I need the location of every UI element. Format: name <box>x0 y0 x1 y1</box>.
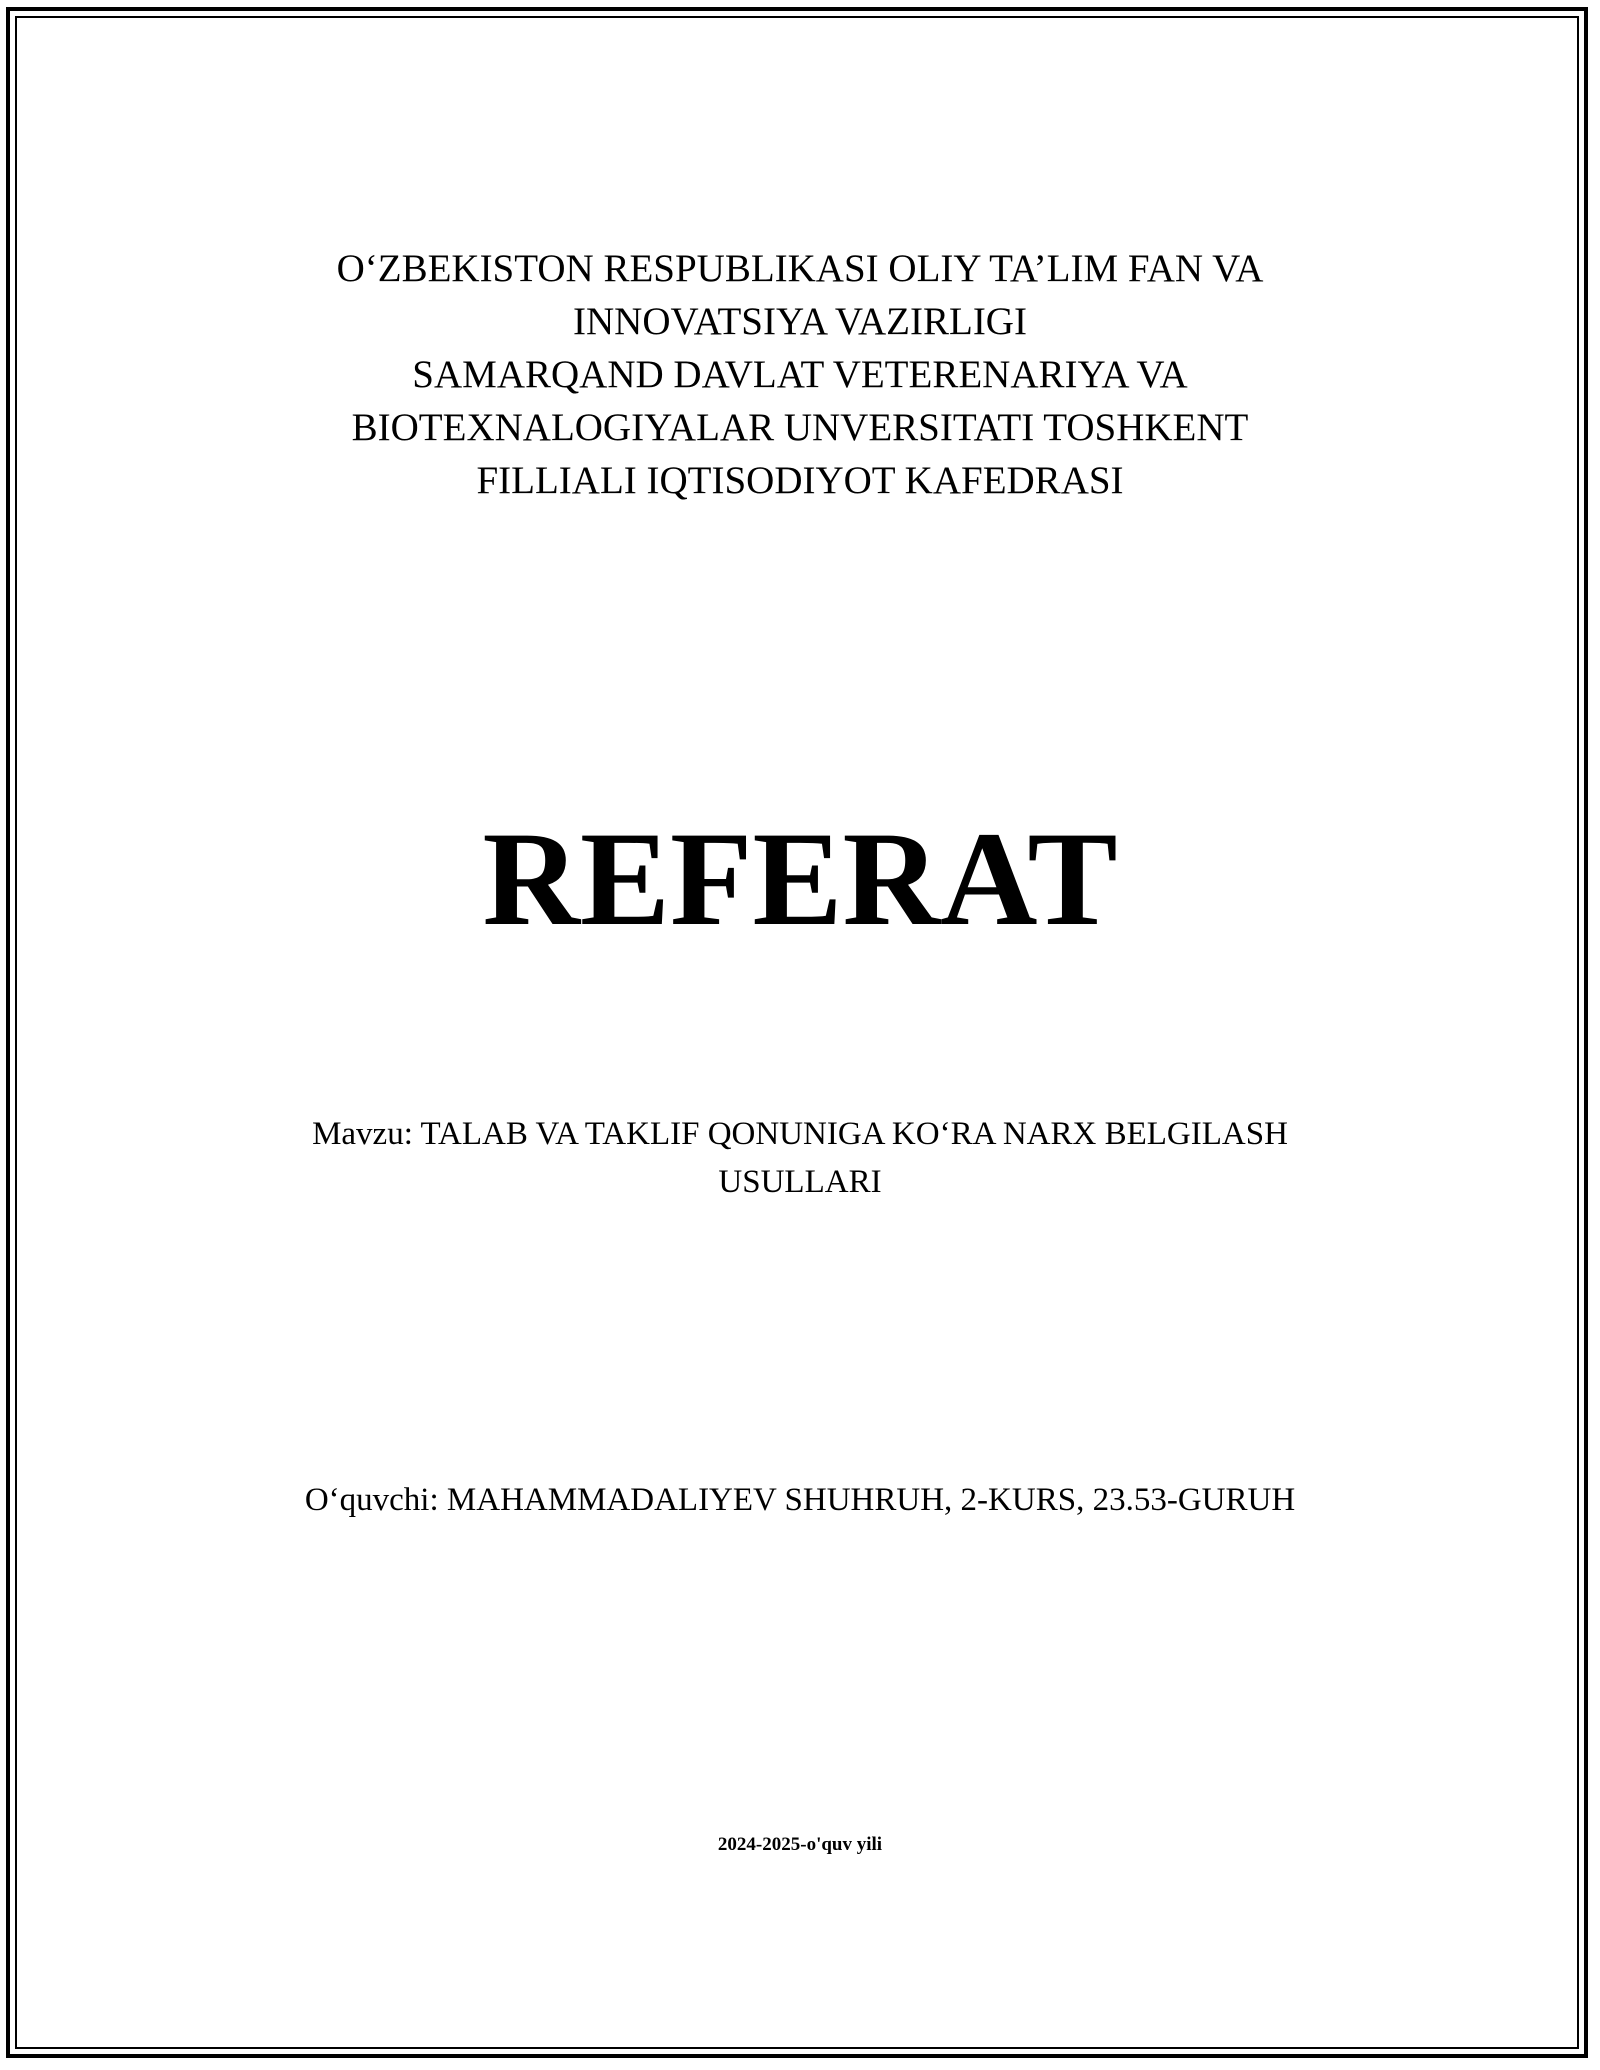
ministry-header <box>0 242 1600 507</box>
header-line-5: FILLIALI IQTISODIYOT KAFEDRASI <box>476 459 1124 502</box>
topic-line-2: USULLARI <box>718 1164 882 1200</box>
document-title: REFERAT <box>482 805 1118 954</box>
header-line-3: SAMARQAND DAVLAT VETERENARIYA VA <box>412 353 1188 396</box>
topic-line-1: Mavzu: TALAB VA TAKLIF QONUNIGA KO‘RA NARX BELGILASH <box>312 1116 1288 1152</box>
student-info: O‘quvchi: MAHAMMADALIYEV SHUHRUH, 2-KURS, 23.53-GURUH <box>304 1482 1296 1518</box>
topic <box>0 1110 1600 1206</box>
header-line-4: BIOTEXNALOGIYALAR UNVERSITATI TOSHKENT <box>351 406 1249 449</box>
header-line-1: O‘ZBEKISTON RESPUBLIKASI OLIY TA’LIM FAN VA <box>336 247 1264 290</box>
academic-year: 2024-2025-o'quv yili <box>717 1834 883 1855</box>
header-line-2: INNOVATSIYA VAZIRLIGI <box>573 300 1027 343</box>
